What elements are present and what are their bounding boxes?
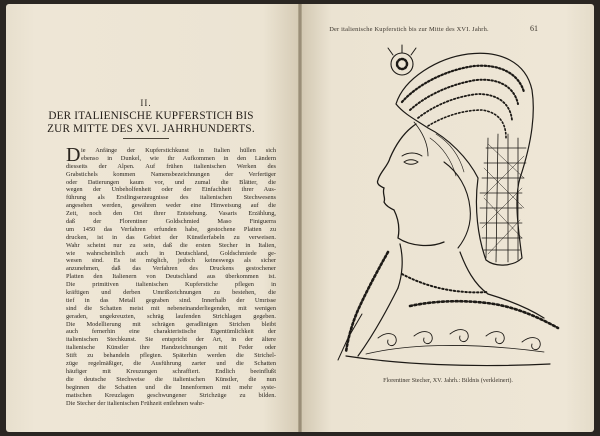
page-number: 61: [530, 24, 538, 33]
chapter-title: DER ITALIENISCHE KUPFERSTICH BIS ZUR MITTE DES XVI. JAHRHUNDERTS.: [47, 110, 255, 135]
text-line: auch fernerhin eine charakteristische Eigentümlichkeit der: [66, 328, 276, 336]
text-line: wie wahrscheinlich auch in Deutschland, Goldschmiede ge-: [66, 249, 276, 257]
text-line: Die Modellierung mit schrägen geradlinigen Strichen bleibt: [66, 320, 276, 328]
figure-caption: Florentiner Stecher, XV. Jahrh.: Bildnis (verkleinert).: [383, 378, 513, 384]
text-line: die deutsche Stechweise die italienischen Künstler, die nun: [66, 375, 276, 383]
text-line: Platten den Italienern von Deutschland aus überkommen ist.: [66, 273, 276, 281]
body-paragraph: [66, 144, 276, 407]
text-line: Stift zu behandeln pflegten. Späterhin werden die Strichel-: [66, 352, 276, 360]
text-line: anzunehmen, daß das Verfahren des Druckens gestochener: [66, 265, 276, 273]
text-line: kräftigen und derben Umrißzeichnungen zu bestehen, die: [66, 289, 276, 297]
text-line: ie Anfänge der Kupferstichkunst in Italien hüllen sich: [81, 147, 276, 154]
text-line: Wahr scheint nur zu sein, daß die ersten Stecher in Italien,: [66, 241, 276, 249]
text-line: ebenso in Dunkel, wie ihr Aufkommen in den Ländern: [81, 154, 276, 162]
text-line: italienische Künstler ihre Handzeichnungen mit Feder oder: [66, 344, 276, 352]
text-line: häufiger mit Kreuzungen schraffiert. Endlich beeinflußt: [66, 367, 276, 375]
text-line: oder Datierungen kaum vor, und zumal die Blätter, die: [66, 178, 276, 186]
text-line: beginnen die Schatten und die Innenformen mit mehr syste-: [66, 383, 276, 391]
text-line: angesehen werden, gewähren weder eine Hinweisung auf die: [66, 202, 276, 210]
text-line: sind die Schatten meist mit nebeneinanderliegenden, mit wenigen: [66, 304, 276, 312]
text-line: Grabstichels kommen Namensbezeichnungen der Verfertiger: [66, 170, 276, 178]
text-line: italienischen Stechkunst. Sie entspricht der Art, in der ältere: [66, 336, 276, 344]
drop-cap: D: [66, 144, 81, 166]
text-line: Die primitiven italienischen Kupferstiche pflegen in: [66, 281, 276, 289]
text-line: diesseits der Alpen. Auf frühen italienischen Werken des: [66, 162, 276, 170]
text-line: wegen der Unbeholfenheit oder der Einfachheit ihrer Aus-: [66, 186, 276, 194]
text-line: Die Stecher der italienischen Frühzeit entlehnen wahr-: [66, 399, 205, 407]
text-line: züge regelmäßiger, die Ausführung zarter und die Schatten: [66, 360, 276, 368]
text-line: geraden, ungekreuzten, schräg laufenden Strichlagen gegeben.: [66, 312, 276, 320]
text-line: wesen sind. Es ist möglich, jedoch keineswegs als sicher: [66, 257, 276, 265]
text-line: matischen Kreuzlagen geschwungener Strichzüge zu bilden.: [66, 391, 276, 399]
text-line: daß der Florentiner Goldschmied Maso Finiguerra: [66, 218, 276, 226]
title-rule: [123, 138, 169, 139]
running-head: Der italienische Kupferstich bis zur Mitte des XVI. Jahrh.: [329, 26, 489, 33]
text-line: drucken, ist in das Gebiet der Künstlerfabeln zu verweisen.: [66, 233, 276, 241]
text-line: tief in das Metall gegraben sind. Innerhalb der Umrisse: [66, 296, 276, 304]
text-line: Zeit, noch den Ort ihrer Entstehung. Vasaris Erzählung,: [66, 210, 276, 218]
text-line: um 1450 das Verfahren erfunden habe, gestochene Platten zu: [66, 225, 276, 233]
chapter-number: II.: [140, 98, 152, 108]
portrait-engraving: [318, 38, 588, 376]
text-line: führung als Erstlingserzeugnisse des italienischen Stechwesens: [66, 194, 276, 202]
